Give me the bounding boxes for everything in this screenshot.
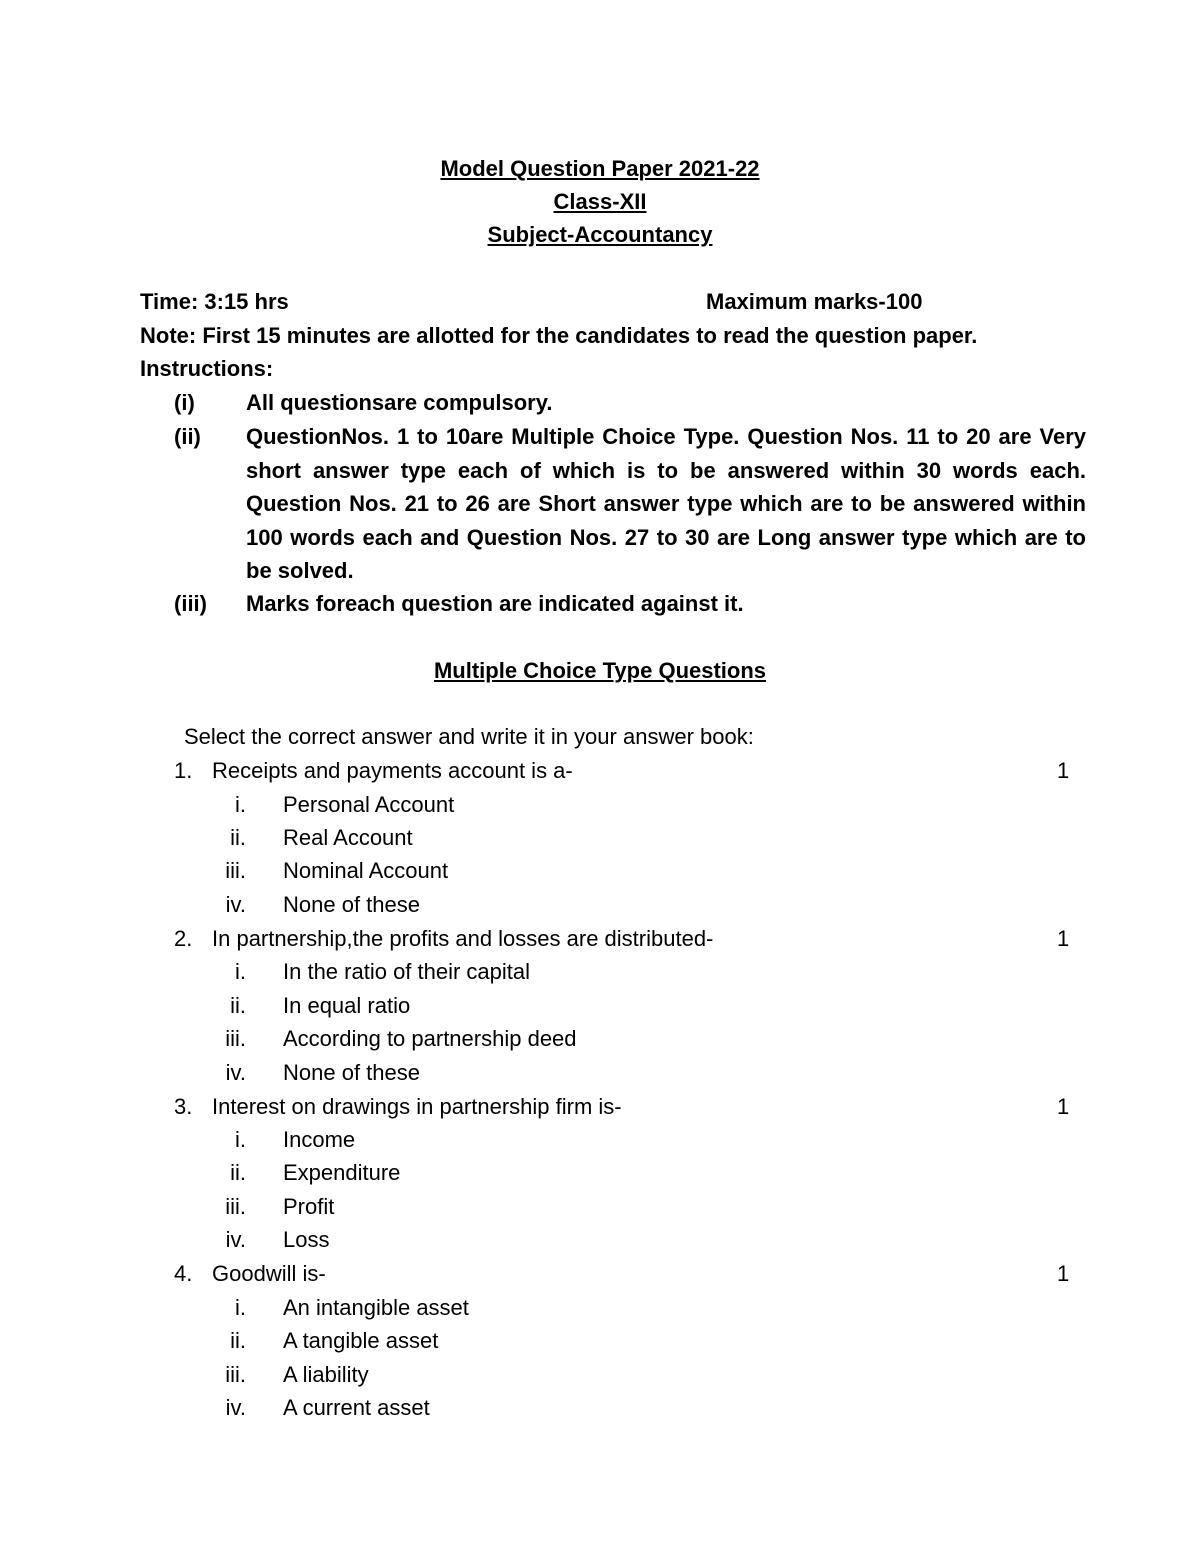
option-number: iv. [225, 1395, 246, 1420]
question-text: Receipts and payments account is a- [212, 758, 573, 783]
instruction-text: Marks foreach question are indicated against it. [246, 591, 744, 616]
instruction-number: (i) [174, 390, 195, 415]
instruction-number: (iii) [174, 591, 207, 616]
option-text: Personal Account [283, 792, 455, 817]
option-text: Nominal Account [283, 858, 449, 883]
option-number: i. [235, 792, 246, 817]
question-number: 3. [174, 1094, 193, 1119]
question-marks: 1 [1057, 758, 1070, 783]
option-number: iii. [225, 1026, 246, 1051]
option-number: iv. [225, 892, 246, 917]
option-number: iv. [225, 1060, 246, 1085]
question-number: 2. [174, 926, 193, 951]
option-text: An intangible asset [283, 1295, 469, 1320]
section-prompt: Select the correct answer and write it in your answer book: [184, 724, 754, 749]
option-number: iii. [225, 1362, 246, 1387]
instruction-number: (ii) [174, 424, 201, 449]
time-label: Time: 3:15 hrs [140, 289, 289, 314]
option-number: ii. [230, 1328, 246, 1353]
option-text: In the ratio of their capital [283, 959, 531, 984]
option-text: Income [283, 1127, 356, 1152]
option-number: iii. [225, 858, 246, 883]
instruction-text: All questionsare compulsory. [246, 390, 553, 415]
option-text: Expenditure [283, 1160, 401, 1185]
question-text: Interest on drawings in partnership firm is- [212, 1094, 622, 1119]
option-number: ii. [230, 993, 246, 1018]
option-text: None of these [283, 1060, 420, 1085]
question-marks: 1 [1057, 1094, 1070, 1119]
option-text: A current asset [283, 1395, 430, 1420]
max-marks-label: Maximum marks-100 [706, 289, 923, 314]
question-marks: 1 [1057, 1261, 1070, 1286]
class-label: Class-XII [553, 189, 647, 214]
question-text: Goodwill is- [212, 1261, 326, 1286]
question-marks: 1 [1057, 926, 1070, 951]
note-text: Note: First 15 minutes are allotted for the candidates to read the question paper. [140, 323, 978, 348]
question-text: In partnership,the profits and losses are distributed- [212, 926, 714, 951]
instructions-label: Instructions: [140, 356, 274, 381]
section-title: Multiple Choice Type Questions [433, 658, 767, 683]
option-text: In equal ratio [283, 993, 411, 1018]
paper-title: Model Question Paper 2021-22 [440, 156, 760, 181]
question-number: 4. [174, 1261, 193, 1286]
option-text: None of these [283, 892, 420, 917]
option-number: ii. [230, 1160, 246, 1185]
question-number: 1. [174, 758, 193, 783]
option-number: iii. [225, 1194, 246, 1219]
option-text: A tangible asset [283, 1328, 439, 1353]
option-text: Profit [283, 1194, 335, 1219]
option-number: i. [235, 1295, 246, 1320]
option-text: According to partnership deed [283, 1026, 577, 1051]
option-text: Loss [283, 1227, 330, 1252]
option-number: iv. [225, 1227, 246, 1252]
option-number: ii. [230, 825, 246, 850]
option-text: A liability [283, 1362, 369, 1387]
option-number: i. [235, 959, 246, 984]
option-text: Real Account [283, 825, 413, 850]
option-number: i. [235, 1127, 246, 1152]
instruction-text: QuestionNos. 1 to 10are Multiple Choice Type. Question Nos. 11 to 20 are Very short answer type each of which is to be answered within 30 words each. Question Nos. 21 to 26 are Short answer type which are to be answered within 100 words each and Question Nos. 27 to 30 are Long answer type which are to be solved. [246, 424, 1086, 583]
subject-label: Subject-Accountancy [487, 222, 713, 247]
